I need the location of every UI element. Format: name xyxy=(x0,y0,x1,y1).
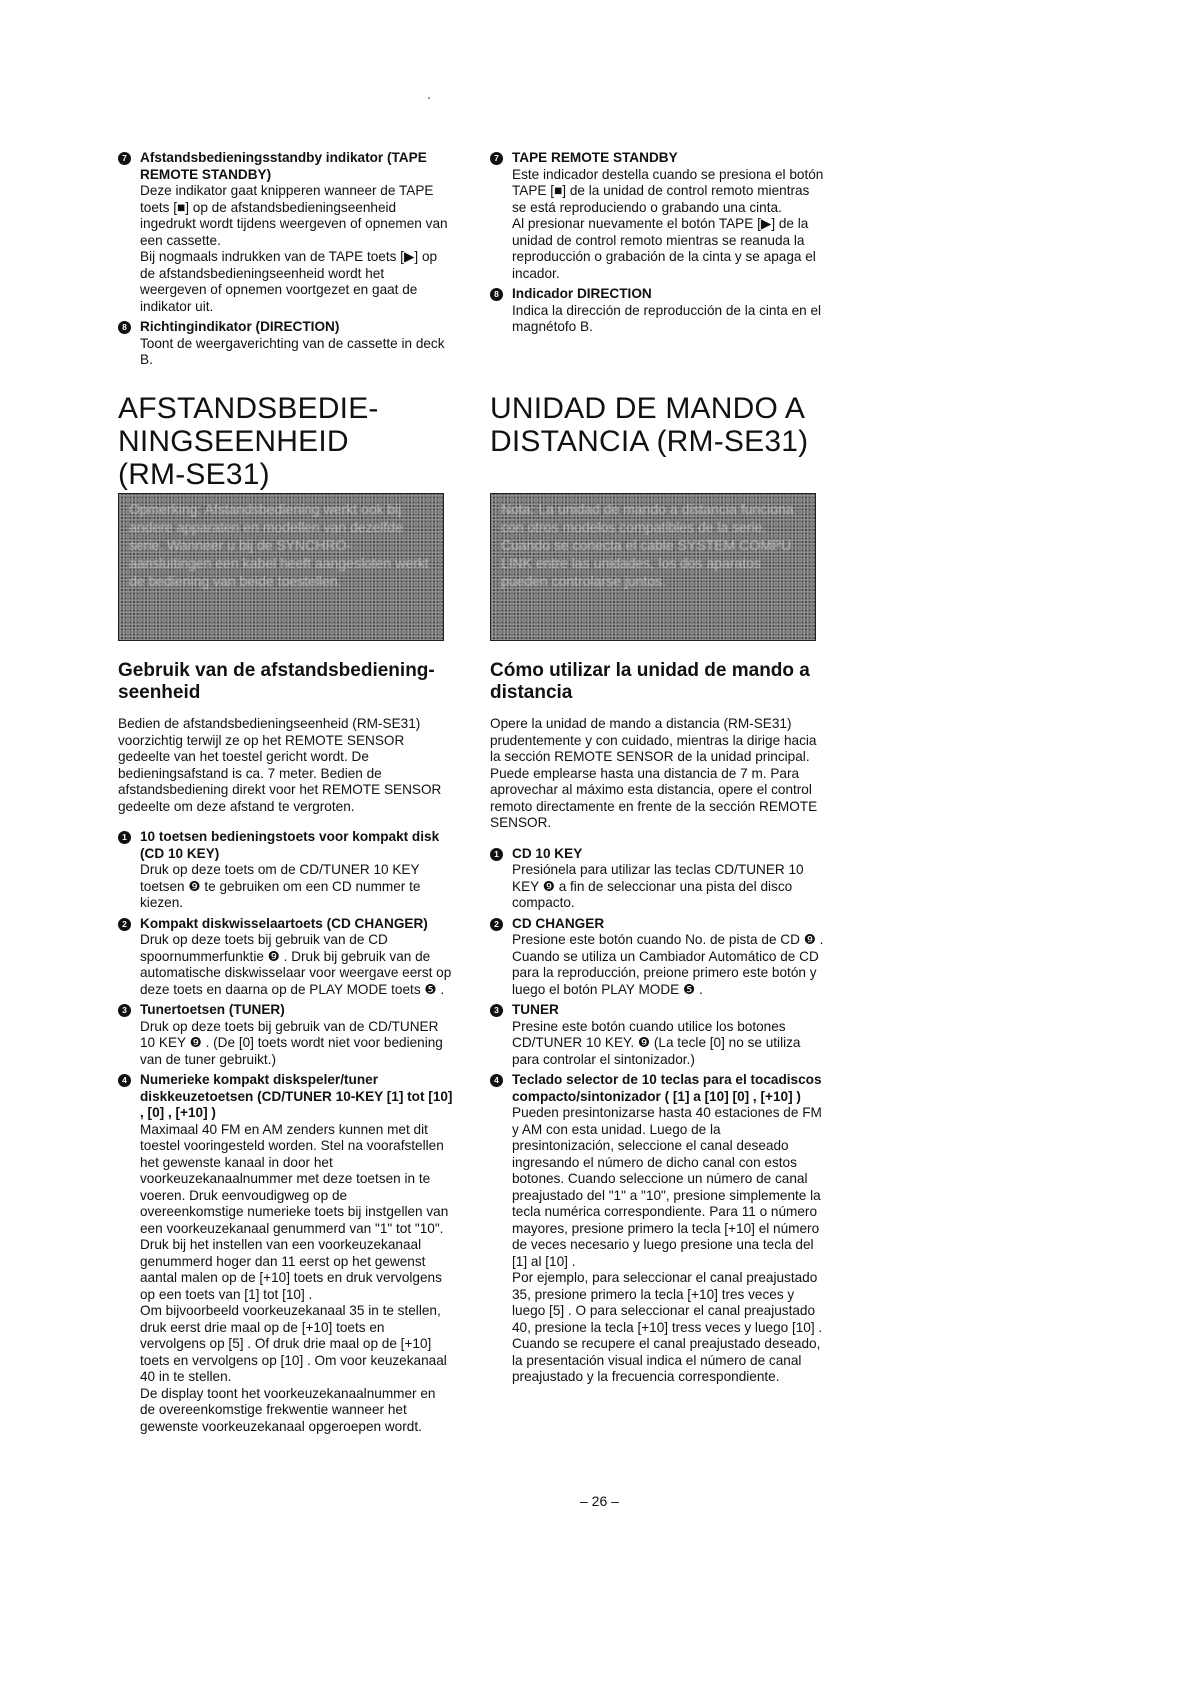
marker-icon: 8 xyxy=(490,288,503,301)
item-cd-changer xyxy=(118,916,453,999)
section-heading xyxy=(490,392,825,458)
item-direction xyxy=(490,286,825,336)
marker-icon: 7 xyxy=(118,152,131,165)
heading-line: UNIDAD DE MANDO A xyxy=(490,392,806,425)
item-tuner xyxy=(118,1002,453,1068)
item-tape-remote-standby xyxy=(490,150,825,282)
item-10-key xyxy=(490,1072,825,1386)
item-cd-10-key xyxy=(490,846,825,912)
item-title: CD CHANGER xyxy=(512,915,605,931)
scan-speck xyxy=(428,97,430,99)
item-text: Druk op deze toets bij gebruik van de CD/TUNER 10 KEY ❾ . (De [0] toets wordt niet voor bediening van de tuner gebruikt.) xyxy=(140,1018,443,1067)
item-text: Este indicador destella cuando se presiona el botón TAPE [■] de la unidad de control remoto mientras se está reproduciendo o grabando una cinta. xyxy=(512,166,824,215)
item-text: Deze indikator gaat knipperen wanneer de TAPE toets [■] op de afstandsbedieningseenheid ingedrukt wordt tijdens weergeven of opnemen van een cassette. xyxy=(140,183,448,248)
item-text: De display toont het voorkeuzekanaalnummer en de overeenkomstige frekwentie wanneer het gewenste voorkeuzekanaal opgeroepen wordt. xyxy=(140,1385,436,1434)
item-title: Teclado selector de 10 teclas para el tocadiscos compacto/sintonizador ( [1] a [10] [0] , [+10] ) xyxy=(512,1072,822,1104)
subheading-block xyxy=(490,660,825,704)
item-cd-10-key xyxy=(118,829,453,912)
item-title: CD 10 KEY xyxy=(512,845,583,861)
item-direction xyxy=(118,319,453,369)
heading-line: (RM-SE31) xyxy=(118,458,270,491)
section-heading xyxy=(118,392,453,491)
item-title: Indicador DIRECTION xyxy=(512,286,652,301)
item-text: Bij nogmaals indrukken van de TAPE toets [▶] op de afstandsbedieningseenheid wordt het weergeven of opnemen voortgezet en gaat de indikator uit. xyxy=(140,249,438,314)
heading-line: NINGSEENHEID xyxy=(118,425,349,458)
intro-text: Bedien de afstandsbedieningseenheid (RM-SE31) voorzichtig terwijl ze op het REMOTE SENSOR gedeelte van het toestel gericht wordt. De bedieningsafstand is ca. 7 meter. Bedien de afstandsbediening direkt voor het REMOTE SENSOR gedeelte om deze afstand te vergroten. xyxy=(118,716,442,814)
item-title: Numerieke kompakt diskspeler/tuner diskkeuzetoetsen (CD/TUNER 10-KEY [1] tot [10] , [0] , [+10] ) xyxy=(140,1072,453,1120)
note-box xyxy=(490,493,816,641)
body-block xyxy=(490,716,825,1390)
item-title: TUNER xyxy=(512,1002,559,1017)
item-title: Tunertoetsen (TUNER) xyxy=(140,1002,285,1017)
heading-line: AFSTANDSBEDIE- xyxy=(118,392,379,425)
marker-icon: 4 xyxy=(490,1074,503,1087)
item-text: Om bijvoorbeeld voorkeuzekanaal 35 in te stellen, druk eerst drie maal op de [+10] toets en vervolgens op [5] . Of druk drie maal op de [+10] toets en vervolgens op [10] . Om voor keuzekanaal 40 in te stellen. xyxy=(140,1303,447,1384)
marker-icon: 7 xyxy=(490,152,503,165)
item-text: Presione este botón cuando No. de pista de CD ❾ . Cuando se utiliza un Cambiador Automático de CD para la reproducción, preione primero este botón y luego el botón PLAY MODE ❺ . xyxy=(512,932,824,997)
heading-line: DISTANCIA (RM-SE31) xyxy=(490,425,809,458)
item-text: Presine este botón cuando utilice los botones CD/TUNER 10 KEY. ❾ (La tecle [0] no se utiliza para controlar el sintonizador.) xyxy=(512,1018,801,1067)
subheading: Cómo utilizar la unidad de mando a distancia xyxy=(490,660,810,703)
intro-text: Opere la unidad de mando a distancia (RM-SE31) prudentemente y con cuidado, mientras la dirige hacia la sección REMOTE SENSOR de la unidad principal. Puede emplearse hasta una distancia de 7 m. Para aprovechar al máximo esta distancia, opere el control remoto directamente en frente de la sección REMOTE SENSOR. xyxy=(490,716,818,830)
note-text: Nota: La unidad de mando a distancia funciona con otros modelos compatibles de la serie. Cuando se conecta el cable SYSTEM COMPU LINK entre las unidades, los dos aparatos pueden controlarse juntos. xyxy=(501,501,794,589)
item-title: Afstandsbedieningsstandby indikator (TAPE REMOTE STANDBY) xyxy=(140,150,427,182)
marker-icon: 8 xyxy=(118,321,131,334)
body-block xyxy=(118,716,453,1439)
item-text: Maximaal 40 FM en AM zenders kunnen met dit toestel vooringesteld worden. Stel na voorafstellen het gewenste kanaal in door het voorkeuzekanaalnummer met deze toetsen in te voeren. Druk eenvoudigweg op de overeenkomstige numerieke toets bij instgellen van een voorkeuzekanaal genummerd van "1" tot "10". Druk bij het instellen van een voorkeuzekanaal genummerd hoger dan 11 eerst op het gewenst aantal malen op de [+10] toets en druk vervolgens op een toets van [1] tot [10] . xyxy=(140,1121,449,1302)
top-items xyxy=(490,150,825,340)
marker-icon: 4 xyxy=(118,1074,131,1087)
note-text: Opmerking: Afstandsbediening werkt ook bij andere apparaten en modellen van dezelfde serie. Wanneer u bij de SYNCHRO-aansluitingen een kabel heeft aangesloten werkt de bediening van beide toestellen. xyxy=(129,501,429,589)
item-title: TAPE REMOTE STANDBY xyxy=(512,150,678,165)
item-title: 10 toetsen bedieningstoets voor kompakt disk (CD 10 KEY) xyxy=(140,829,440,861)
marker-icon: 3 xyxy=(490,1004,503,1017)
marker-icon: 2 xyxy=(490,918,503,931)
item-text: Druk op deze toets om de CD/TUNER 10 KEY toetsen ❾ te gebruiken om een CD nummer te kiezen. xyxy=(140,862,421,910)
top-items xyxy=(118,150,453,373)
marker-icon: 1 xyxy=(118,831,131,844)
item-10-key xyxy=(118,1072,453,1435)
item-tuner xyxy=(490,1002,825,1068)
item-text: Druk op deze toets bij gebruik van de CD spoornummerfunktie ❾ . Druk bij gebruik van de automatische diskwisselaar voor weergave eerst op deze toets en daarna op de PLAY MODE toets ❺ . xyxy=(140,932,452,997)
item-text: Pueden presintonizarse hasta 40 estaciones de FM y AM con esta unidad. Luego de la presintonización, seleccione el canal deseado ingresando el número de dicho canal con estos botones. Cuando seleccione un número de canal preajustado del "1" a "10", presione simplemente la tecla numérica correspondiente. Para 11 o número mayores, presione primero la tecla [+10] el número de veces necesario y luego presione una tecla del [1] al [10] . xyxy=(512,1105,822,1269)
page-number: – 26 – xyxy=(580,1493,619,1509)
subheading: Gebruik van de afstandsbedieningseenheid xyxy=(118,660,435,703)
item-text: Al presionar nuevamente el botón TAPE [▶] de la unidad de control remoto mientras se reanuda la reproducción o grabación de la cinta y se apaga el incador. xyxy=(512,216,816,281)
item-cd-changer xyxy=(490,916,825,999)
note-box xyxy=(118,493,444,641)
marker-icon: 3 xyxy=(118,1004,131,1017)
item-title: Kompakt diskwisselaartoets (CD CHANGER) xyxy=(140,915,428,931)
item-tape-remote-standby xyxy=(118,150,453,315)
subheading-block xyxy=(118,660,453,704)
item-title: Richtingindikator (DIRECTION) xyxy=(140,319,340,334)
item-text: Por ejemplo, para seleccionar el canal preajustado 35, presione primero la tecla [+10] tres veces y luego [5] . O para seleccionar el canal preajustado 40, presione la tecla [+10] tress veces y luego [10] . Cuando se recupere el canal preajustado deseado, la presentación visual indica el número de canal preajustado y la frecuencia correspondiente. xyxy=(512,1270,823,1384)
item-text: Indica la dirección de reproducción de la cinta en el magnétofo B. xyxy=(512,302,822,334)
item-text: Toont de weergaverichting van de cassette in deck B. xyxy=(140,335,445,367)
marker-icon: 2 xyxy=(118,918,131,931)
marker-icon: 1 xyxy=(490,848,503,861)
item-text: Presiónela para utilizar las teclas CD/TUNER 10 KEY ❾ a fin de seleccionar una pista del disco compacto. xyxy=(512,862,804,910)
